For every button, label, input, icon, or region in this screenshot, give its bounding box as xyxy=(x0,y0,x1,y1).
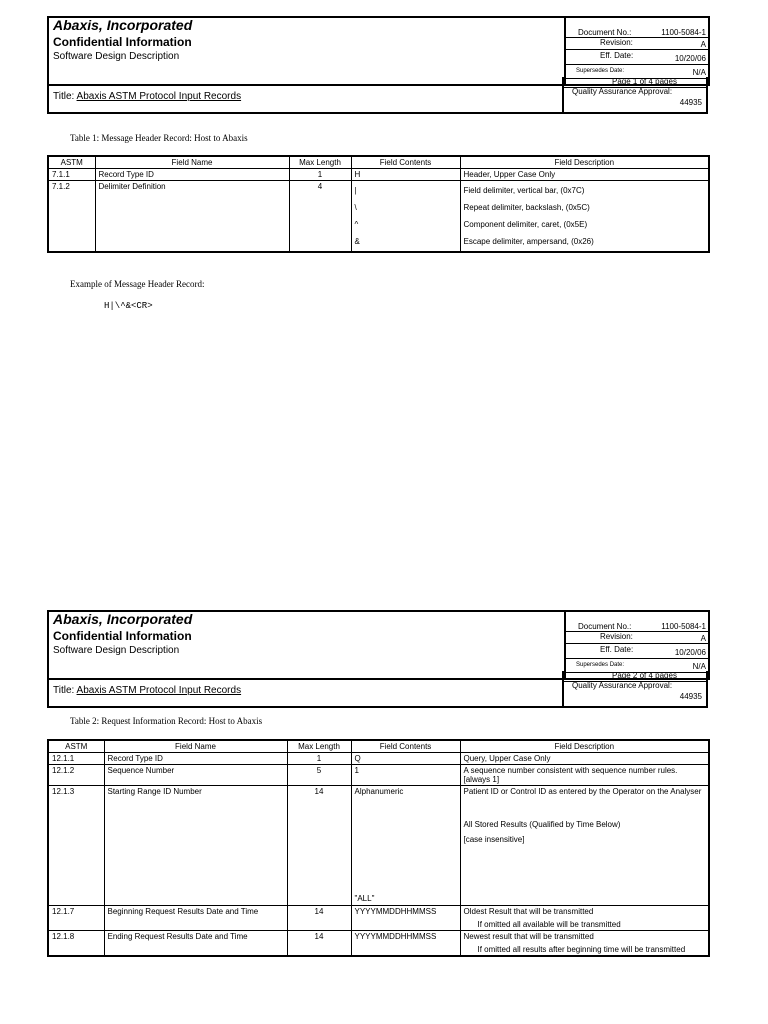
cell-len: 1 xyxy=(289,169,351,181)
cell-astm: 12.1.3 xyxy=(48,786,104,906)
col-field-description: Field Description xyxy=(460,740,709,753)
revision-label: Revision: xyxy=(600,38,633,47)
title-label: Title: xyxy=(53,685,75,696)
doc-subtitle: Software Design Description xyxy=(53,645,180,656)
supersedes-label: Supersedes Date: xyxy=(576,662,625,668)
cell-desc: A sequence number consistent with sequence number rules. [always 1] xyxy=(460,765,709,786)
cell-desc xyxy=(460,906,709,931)
desc-newest: Newest result that will be transmitted xyxy=(463,932,594,941)
col-field-contents: Field Contents xyxy=(351,740,460,753)
title-label: Title: xyxy=(53,91,75,102)
doc-no-label: Document No.: xyxy=(578,622,632,631)
desc-repeat: Repeat delimiter, backslash, (0x5C) xyxy=(463,203,590,212)
desc-omitted: If omitted all results after beginning time will be transmitted xyxy=(477,945,686,954)
table-row xyxy=(48,753,709,765)
table2-caption: Table 2: Request Information Record: Host to Abaxis xyxy=(70,716,263,726)
table1 xyxy=(47,155,710,253)
table-row xyxy=(48,931,709,957)
cell-contents: 1 xyxy=(351,765,460,786)
qa-label: Quality Assurance Approval: xyxy=(572,681,673,690)
cell-name: Ending Request Results Date and Time xyxy=(104,931,287,957)
cell-len: 5 xyxy=(287,765,351,786)
header-left xyxy=(49,611,564,696)
supersedes-value: N/A xyxy=(692,68,706,77)
example-label: Example of Message Header Record: xyxy=(70,279,205,289)
delimiter-repeat: \ xyxy=(354,203,357,212)
header-left xyxy=(49,17,564,102)
header-frame xyxy=(47,678,564,708)
desc-all-results: All Stored Results (Qualified by Time Below) xyxy=(463,820,621,829)
cell-desc: Query, Upper Case Only xyxy=(460,753,709,765)
cell-name: Beginning Request Results Date and Time xyxy=(104,906,287,931)
company-name: Abaxis, Incorporated xyxy=(53,17,193,33)
cell-name: Record Type ID xyxy=(104,753,287,765)
eff-date-label: Eff. Date: xyxy=(600,51,634,60)
doc-no-value: 1100-5084-1 xyxy=(661,622,706,631)
cell-name: Starting Range ID Number xyxy=(104,786,287,906)
col-astm: ASTM xyxy=(48,156,95,169)
cell-astm: 7.1.1 xyxy=(48,169,95,181)
desc-escape: Escape delimiter, ampersand, (0x26) xyxy=(463,237,594,246)
title-value: Abaxis ASTM Protocol Input Records xyxy=(76,685,242,696)
confidential-label: Confidential Information xyxy=(53,35,192,49)
col-field-name: Field Name xyxy=(95,156,289,169)
cell-name: Sequence Number xyxy=(104,765,287,786)
desc-component: Component delimiter, caret, (0x5E) xyxy=(463,220,588,229)
doc-no-label: Document No.: xyxy=(578,28,632,37)
revision-row xyxy=(566,632,710,644)
desc-case: [case insensitive] xyxy=(463,835,525,844)
delimiter-component: ^ xyxy=(354,220,359,229)
title-value: Abaxis ASTM Protocol Input Records xyxy=(76,91,242,102)
page-text: Page 1 of 4 pages xyxy=(612,77,677,86)
cell-len: 14 xyxy=(287,931,351,957)
doc-no-row xyxy=(566,18,710,38)
desc-patient-id: Patient ID or Control ID as entered by the Operator on the Analyser xyxy=(463,787,702,796)
cell-desc xyxy=(460,786,709,906)
header-right xyxy=(564,612,710,678)
cell-contents: YYYYMMDDHHMMSS xyxy=(351,931,460,957)
desc-field: Field delimiter, vertical bar, (0x7C) xyxy=(463,186,585,195)
delimiter-escape: & xyxy=(354,237,360,246)
cell-contents: YYYYMMDDHHMMSS xyxy=(351,906,460,931)
doc-no-row xyxy=(566,612,710,632)
contents-all: "ALL" xyxy=(354,894,375,903)
col-field-contents: Field Contents xyxy=(351,156,460,169)
example-value: H|\^&<CR> xyxy=(104,301,153,311)
table-row xyxy=(48,181,709,253)
supersedes-value: N/A xyxy=(692,662,706,671)
company-name: Abaxis, Incorporated xyxy=(53,611,193,627)
desc-oldest: Oldest Result that will be transmitted xyxy=(463,907,594,916)
qa-value: 44935 xyxy=(679,98,702,107)
eff-date-value: 10/20/06 xyxy=(674,648,706,657)
qa-block xyxy=(562,77,708,114)
col-field-name: Field Name xyxy=(104,740,287,753)
desc-omitted: If omitted all available will be transmitted xyxy=(477,920,621,929)
table-row xyxy=(48,906,709,931)
page-text: Page 2 of 4 pages xyxy=(612,671,677,680)
revision-row xyxy=(566,38,710,50)
supersedes-label: Supersedes Date: xyxy=(576,68,625,74)
eff-date-row xyxy=(566,50,710,65)
cell-len: 14 xyxy=(287,786,351,906)
table-row xyxy=(48,765,709,786)
qa-value: 44935 xyxy=(679,692,702,701)
revision-value: A xyxy=(700,634,706,643)
cell-desc xyxy=(460,931,709,957)
qa-label: Quality Assurance Approval: xyxy=(572,87,673,96)
table1-caption: Table 1: Message Header Record: Host to Abaxis xyxy=(70,133,248,143)
eff-date-row xyxy=(566,644,710,659)
contents-alphanumeric: Alphanumeric xyxy=(354,787,404,796)
header-right xyxy=(564,18,710,84)
confidential-label: Confidential Information xyxy=(53,629,192,643)
cell-astm: 12.1.2 xyxy=(48,765,104,786)
cell-astm: 12.1.8 xyxy=(48,931,104,957)
doc-subtitle: Software Design Description xyxy=(53,51,180,62)
col-astm: ASTM xyxy=(48,740,104,753)
cell-name: Delimiter Definition xyxy=(95,181,289,253)
doc-no-value: 1100-5084-1 xyxy=(661,28,706,37)
revision-value: A xyxy=(700,40,706,49)
cell-desc xyxy=(460,181,709,253)
table2-header-row xyxy=(48,740,709,753)
col-max-length: Max Length xyxy=(287,740,351,753)
cell-contents: H xyxy=(351,169,460,181)
cell-name: Record Type ID xyxy=(95,169,289,181)
col-max-length: Max Length xyxy=(289,156,351,169)
cell-astm: 12.1.1 xyxy=(48,753,104,765)
cell-desc: Header, Upper Case Only xyxy=(460,169,709,181)
table2 xyxy=(47,739,710,957)
header-frame xyxy=(47,84,564,114)
col-field-description: Field Description xyxy=(460,156,709,169)
cell-len: 1 xyxy=(287,753,351,765)
cell-contents xyxy=(351,786,460,906)
table-row xyxy=(48,169,709,181)
cell-contents xyxy=(351,181,460,253)
revision-label: Revision: xyxy=(600,632,633,641)
table1-header-row xyxy=(48,156,709,169)
delimiter-field: | xyxy=(354,186,357,195)
table-row xyxy=(48,786,709,906)
cell-astm: 12.1.7 xyxy=(48,906,104,931)
cell-len: 14 xyxy=(287,906,351,931)
cell-contents: Q xyxy=(351,753,460,765)
cell-astm: 7.1.2 xyxy=(48,181,95,253)
eff-date-label: Eff. Date: xyxy=(600,645,634,654)
eff-date-value: 10/20/06 xyxy=(674,54,706,63)
cell-len: 4 xyxy=(289,181,351,253)
qa-block xyxy=(562,671,708,708)
